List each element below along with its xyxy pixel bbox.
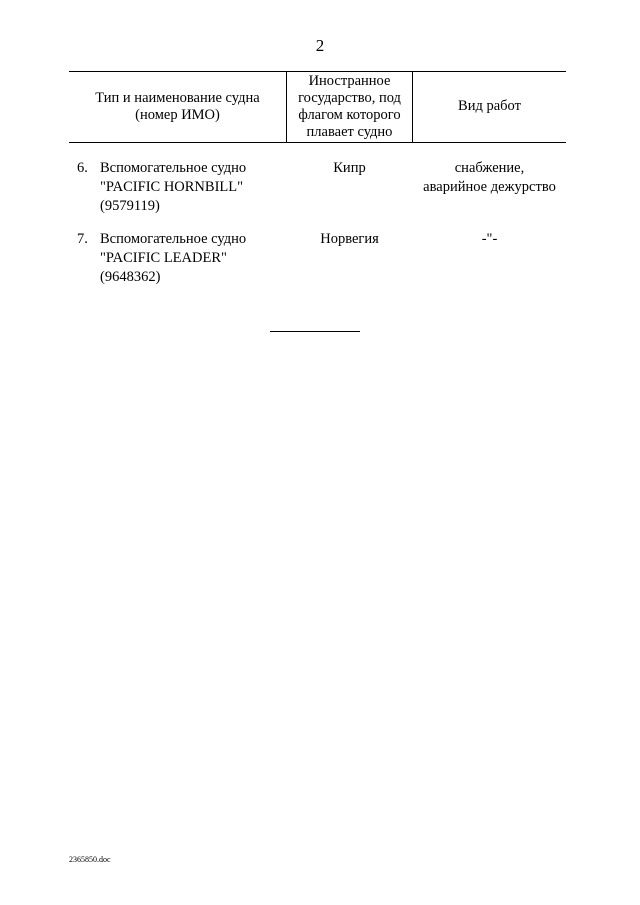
vessel-name: "PACIFIC HORNBILL" — [100, 179, 244, 195]
end-separator-line — [270, 331, 360, 332]
header-text-line: плавает судно — [306, 123, 393, 140]
document-filename: 2365850.doc — [69, 855, 111, 864]
header-text-line: государство, под — [298, 89, 401, 106]
vessel-imo: (9648362) — [100, 269, 161, 285]
page-number: 2 — [315, 36, 325, 55]
row-number: 6. — [77, 160, 88, 176]
vessel-name-cell — [100, 159, 290, 216]
vessel-imo: (9579119) — [100, 198, 160, 214]
work-type-line: аварийное дежурство — [423, 179, 556, 195]
work-type-line: -"- — [481, 231, 498, 247]
vessel-type: Вспомогательное судно — [100, 231, 247, 247]
header-text-line: флагом которого — [298, 106, 401, 123]
vessel-type: Вспомогательное судно — [100, 160, 247, 176]
header-text-line: (номер ИМО) — [135, 106, 220, 123]
header-text-line: Иностранное — [308, 72, 391, 89]
header-text-line: Вид работ — [458, 98, 521, 114]
work-type-cell — [413, 230, 566, 249]
header-flag-state — [287, 71, 412, 142]
table-header-bottom-rule — [69, 142, 566, 143]
flag-state-cell: Кипр — [333, 160, 366, 176]
vessel-name: "PACIFIC LEADER" — [100, 250, 227, 266]
work-type-cell — [413, 159, 566, 197]
row-number: 7. — [77, 231, 88, 247]
vessel-name-cell — [100, 230, 290, 287]
header-work-type — [413, 71, 566, 142]
header-text-line: Тип и наименование судна — [95, 89, 260, 106]
flag-state-cell: Норвегия — [320, 231, 379, 247]
work-type-line: снабжение, — [454, 160, 525, 176]
header-vessel-type-name — [69, 71, 286, 142]
